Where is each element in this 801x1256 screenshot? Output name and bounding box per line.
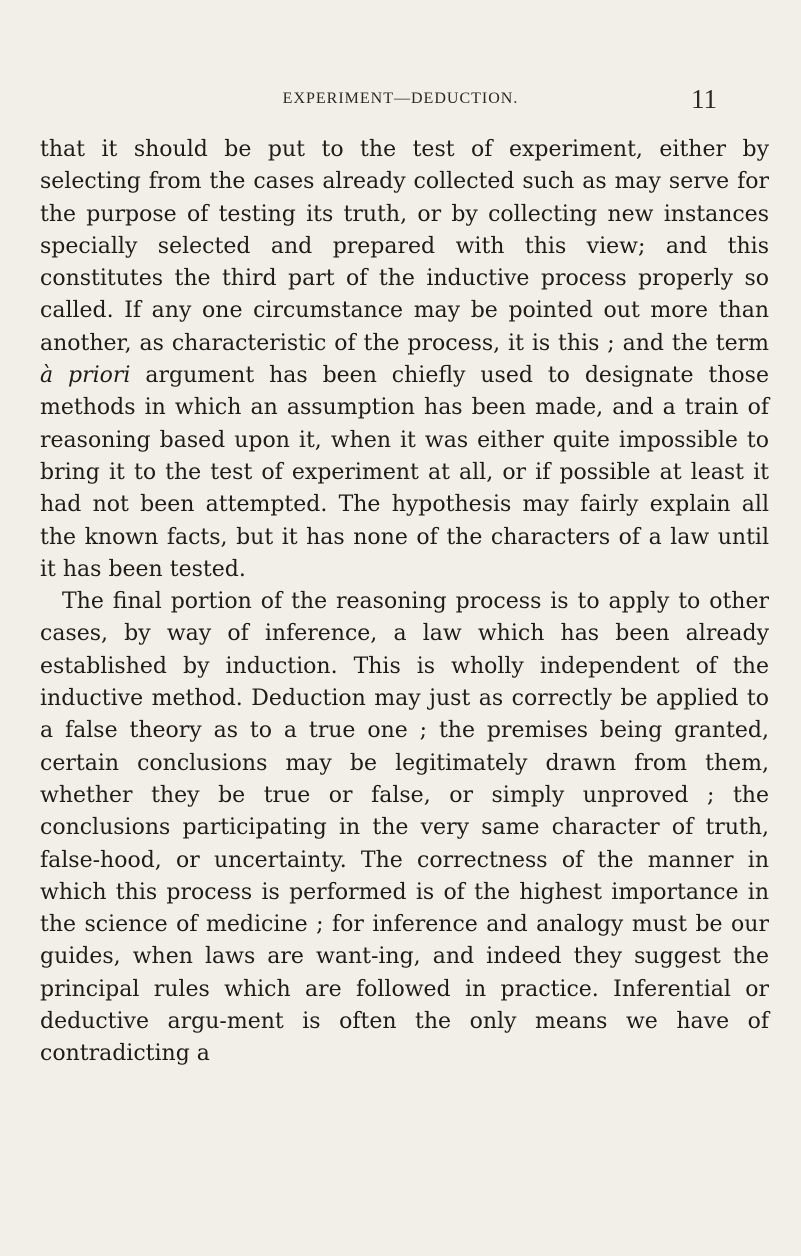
paragraph-1-text-a: that it should be put to the test of experiment, either by selecting from the cases already collected such as may serve for the purpose of testing its truth, or by collecting new instances specially selected and prepared with this view; and this constitutes the third part of the inductive process properly so called. If any one circumstance may be pointed out more than another, as characteristic of the process, it is this ; and the term: [40, 137, 769, 356]
paragraph-2: The final portion of the reasoning process is to apply to other cases, by way of inference, a law which has been already established by induction. This is wholly independent of the inductive method. Deduction may just as correctly be applied to a false theory as to a true one ; the premises being granted, certain conclusions may be legitimately drawn from them, whether they be true or false, or simply unproved ; the conclusions participating in the very same character of truth, false-hood, or uncertainty. The correctness of the manner in which this process is performed is of the highest importance in the science of medicine ; for inference and analogy must be our guides, when laws are want-ing, and indeed they suggest the principal rules which are followed in practice. Inferential or deductive argu-ment is often the only means we have of contradicting a: [40, 589, 769, 1067]
running-head: EXPERIMENT—DEDUCTION.: [282, 90, 519, 107]
page-number: 11: [691, 84, 717, 114]
body-text: [40, 134, 769, 1071]
paragraph-1-text-b: argument has been chiefly used to designate those methods in which an assumption has been made, and a train of reasoning based upon it, when it was either quite impossible to bring it to the test of experiment at all, or if possible at least it had not been attempted. The hypothesis may fairly explain all the known facts, but it has none of the characters of a law until it has been tested.: [40, 363, 769, 582]
paragraph-1: [40, 134, 769, 586]
page-header: [0, 84, 801, 118]
italic-phrase: à priori: [40, 363, 131, 389]
